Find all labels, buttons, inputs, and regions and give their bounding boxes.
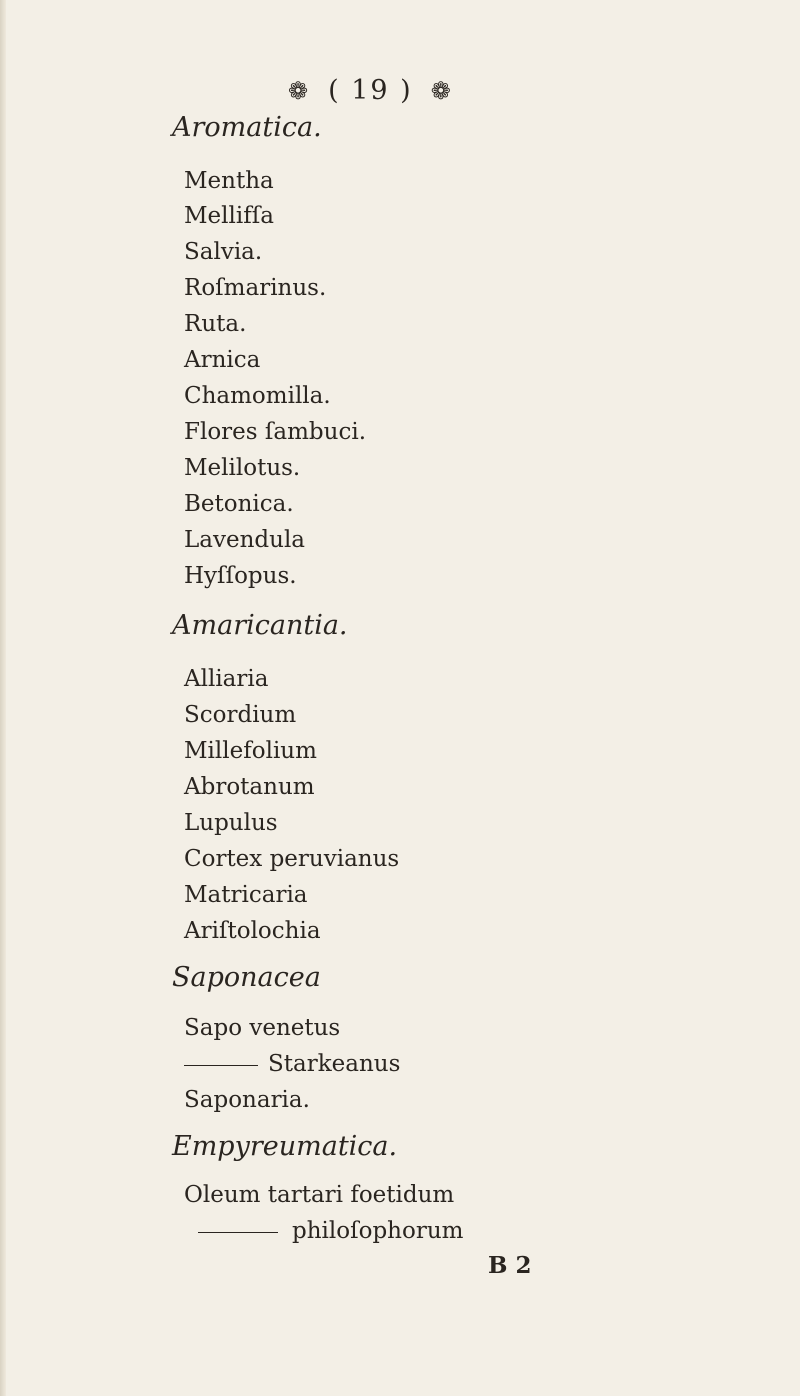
left-ornament-icon: ❁ [288,77,311,105]
list-item: Lavendula [184,527,306,553]
list-item: Arnica [184,347,261,373]
list-item [184,1049,400,1079]
list-item: Alliaria [184,666,269,692]
right-ornament-icon: ❁ [430,77,453,105]
page-number: ( 19 ) [328,75,413,106]
list-item: Oleum tartari foetidum [184,1182,455,1208]
list-item: Chamomilla. [184,383,331,409]
section-title-amaricantia: Amaricantia. [172,610,348,641]
list-item: Sapo venetus [184,1015,341,1041]
section-title-empyreumatica: Empyreumatica. [172,1131,398,1162]
list-item: Mentha [184,168,274,194]
ditto-dash [198,1232,278,1233]
list-item: Roſmarinus. [184,275,327,301]
list-item: Ruta. [184,311,247,337]
catchword: B 2 [488,1252,532,1279]
list-item: Ariſtolochia [184,918,321,944]
list-item: Betonica. [184,491,294,517]
ditto-dash [184,1065,258,1066]
list-item-text: Starkeanus [268,1051,401,1077]
list-item: Abrotanum [184,774,315,800]
list-item [184,1216,463,1246]
list-item: Hyſſopus. [184,563,297,589]
list-item: Scordium [184,702,297,728]
list-item: Matricaria [184,882,308,908]
list-item: Flores ſambuci. [184,419,367,445]
list-item: Salvia. [184,239,263,265]
list-item: Lupulus [184,810,278,836]
list-item: Saponaria. [184,1087,310,1113]
list-item: Millefolium [184,738,317,764]
list-item-text: philoſophorum [292,1218,464,1244]
page-edge [0,0,6,1396]
list-item: Melilotus. [184,455,301,481]
section-title-aromatica: Aromatica. [172,112,322,143]
list-item: Cortex peruvianus [184,846,400,872]
list-item: Mellifſa [184,203,274,229]
page-header [288,76,453,106]
section-title-saponacea: Saponacea [172,962,321,993]
